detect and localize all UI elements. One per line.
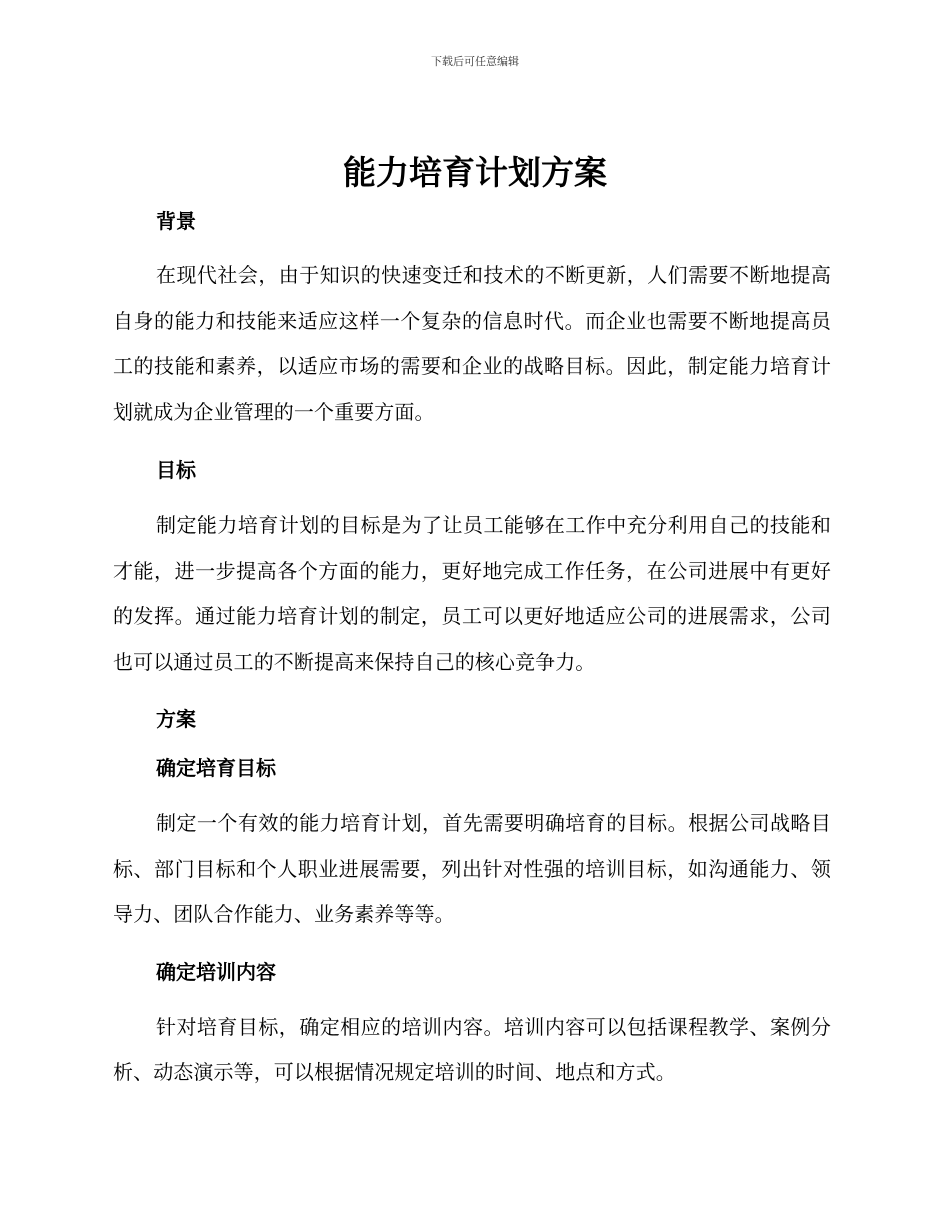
section-paragraph-goal: 制定能力培育计划的目标是为了让员工能够在工作中充分利用自己的技能和才能，进一步提高各个方面的能力，更好地完成工作任务，在公司进展中有更好的发挥。通过能力培育计划的制定，员工可以更好地适应公司的进展需求，公司也可以通过员工的不断提高来保持自己的核心竞争力。: [113, 513, 831, 674]
subsection-paragraph-training-content: 针对培育目标，确定相应的培训内容。培训内容可以包括课程教学、案例分析、动态演示等，可以根据情况规定培训的时间、地点和方式。: [113, 1014, 831, 1084]
page-title: 能力培育计划方案: [343, 153, 607, 192]
section-paragraph-background: 在现代社会，由于知识的快速变迁和技术的不断更新，人们需要不断地提高自身的能力和技能来适应这样一个复杂的信息时代。而企业也需要不断地提高员工的技能和素养，以适应市场的需要和企业的战略目标。因此，制定能力培育计划就成为企业管理的一个重要方面。: [113, 263, 831, 424]
subsection-paragraph-set-goals: 制定一个有效的能力培育计划，首先需要明确培育的目标。根据公司战略目标、部门目标和个人职业进展需要，列出针对性强的培训目标，如沟通能力、领导力、团队合作能力、业务素养等等。: [113, 811, 831, 926]
document-body: [113, 200, 831, 1096]
subsection-heading-training-content: 确定培训内容: [156, 959, 276, 984]
section-heading-goal: 目标: [156, 458, 196, 482]
header-note: 下载后可任意编辑: [431, 55, 519, 68]
subsection-heading-set-goals: 确定培育目标: [156, 756, 276, 780]
section-heading-background: 背景: [156, 209, 196, 233]
section-heading-plan: 方案: [156, 707, 196, 731]
